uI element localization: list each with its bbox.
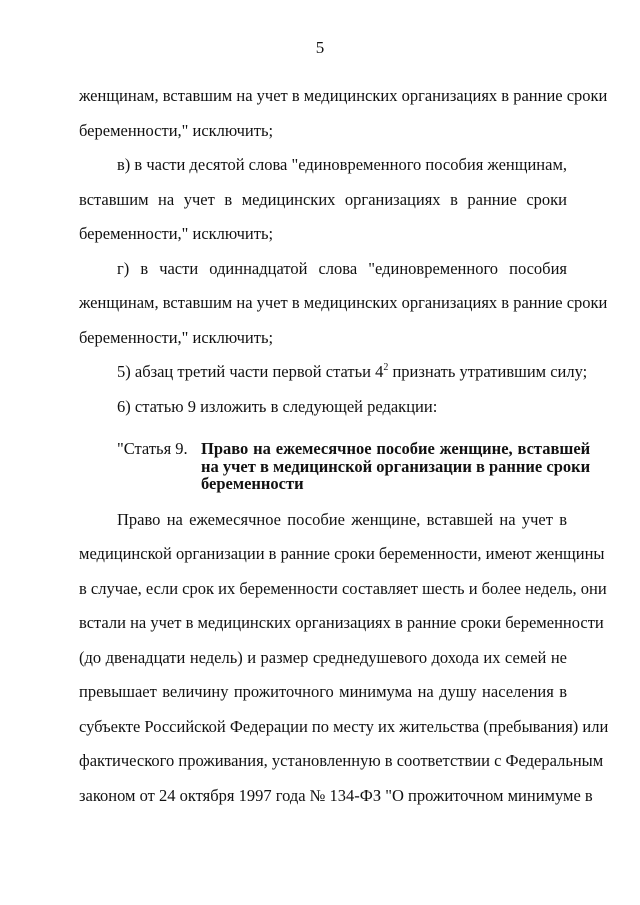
text-line: медицинской организации в ранние сроки беременности, имеют женщины: [79, 544, 605, 563]
document-content: [79, 79, 609, 813]
article-title-line: беременности: [201, 474, 304, 493]
text-line: (до двенадцати недель) и размер среднедушевого дохода их семей не: [79, 647, 567, 667]
article-label: "Статья 9.: [117, 439, 188, 458]
text-line: в) в части десятой слова "единовременного пособия женщинам,: [117, 155, 568, 174]
text-line: г) в части одиннадцатой слова "единовременного пособия: [117, 258, 567, 278]
text-line: встали на учет в медицинских организациях в ранние сроки беременности: [79, 613, 604, 632]
text-line: законом от 24 октября 1997 года № 134-ФЗ "О прожиточном минимуме в: [79, 785, 593, 805]
text-line: беременности," исключить;: [79, 120, 274, 140]
item-5-line: [79, 355, 588, 390]
text-line: беременности," исключить;: [79, 327, 274, 347]
text-line: женщинам, вставшим на учет в медицинских организациях в ранние сроки: [79, 86, 608, 105]
text-line: в случае, если срок их беременности составляет шесть и более недель, они: [79, 578, 607, 598]
item-5-superscript: 2: [383, 362, 389, 373]
text-line: субъекте Российской Федерации по месту их жительства (пребывания) или: [79, 716, 609, 736]
article-title-line: Право на ежемесячное пособие женщине, вставшей: [201, 439, 591, 458]
article-body: [79, 503, 609, 814]
article-heading: [79, 428, 591, 493]
article-title-line: на учет в медицинской организации в ранние сроки: [201, 456, 591, 476]
item-6-line: 6) статью 9 изложить в следующей редакции:: [117, 396, 438, 416]
page-number: 5: [315, 38, 325, 57]
text-line: фактического проживания, установленную в соответствии с Федеральным: [79, 751, 604, 770]
text-line: Право на ежемесячное пособие женщине, вставшей на учет в: [117, 509, 567, 529]
text-line: женщинам, вставшим на учет в медицинских организациях в ранние сроки: [79, 293, 608, 312]
amendment-items: [79, 79, 608, 355]
item-5-text-end: признать утратившим силу;: [388, 362, 588, 381]
text-line: беременности," исключить;: [79, 224, 274, 243]
text-line: вставшим на учет в медицинских организациях в ранние сроки: [79, 189, 567, 209]
item-5-text: 5) абзац третий части первой статьи 4: [117, 362, 384, 381]
article-title: [201, 428, 590, 493]
text-line: превышает величину прожиточного минимума на душу населения в: [79, 682, 567, 701]
